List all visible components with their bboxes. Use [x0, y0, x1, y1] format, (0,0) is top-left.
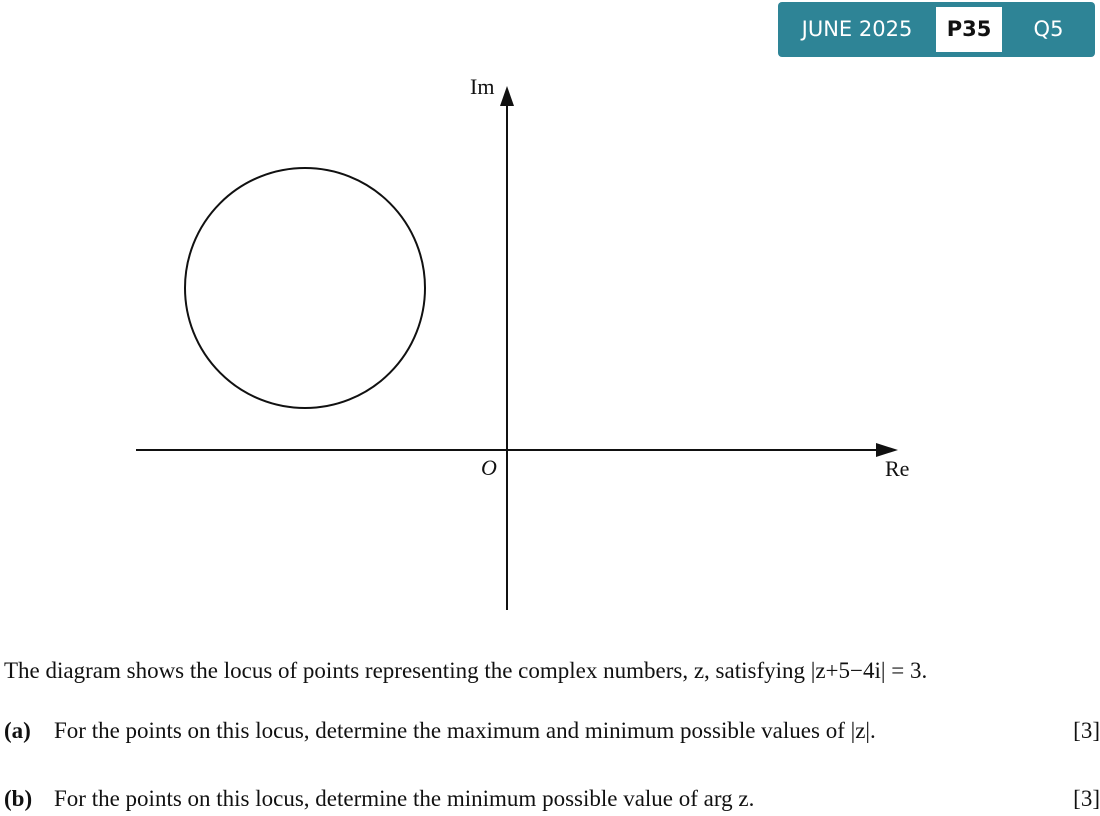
- badge-date: JUNE 2025: [801, 17, 913, 41]
- badge-paper: P35: [936, 7, 1002, 52]
- locus-circle: [185, 168, 425, 408]
- badge-question: Q5: [1033, 17, 1064, 41]
- part-a-text: For the points on this locus, determine the maximum and minimum possible values of |z|.: [54, 718, 876, 743]
- question-part-a: [4, 718, 1100, 744]
- part-b-text: For the points on this locus, determine the minimum possible value of arg z.: [54, 786, 755, 811]
- re-axis-label: Re: [885, 456, 910, 481]
- part-b-label: (b): [4, 786, 33, 811]
- imaginary-axis-arrowhead: [500, 86, 514, 106]
- part-b-marks: [3]: [1073, 786, 1100, 811]
- part-a-marks: [3]: [1073, 718, 1100, 743]
- origin-label: O: [481, 455, 497, 480]
- question-stem: The diagram shows the locus of points representing the complex numbers, z, satisfying |z+5−4i| = 3.: [4, 658, 928, 683]
- question-part-b: [4, 786, 1100, 812]
- im-axis-label: Im: [470, 74, 495, 99]
- part-a-label: (a): [4, 718, 31, 743]
- real-axis-arrowhead: [876, 443, 898, 457]
